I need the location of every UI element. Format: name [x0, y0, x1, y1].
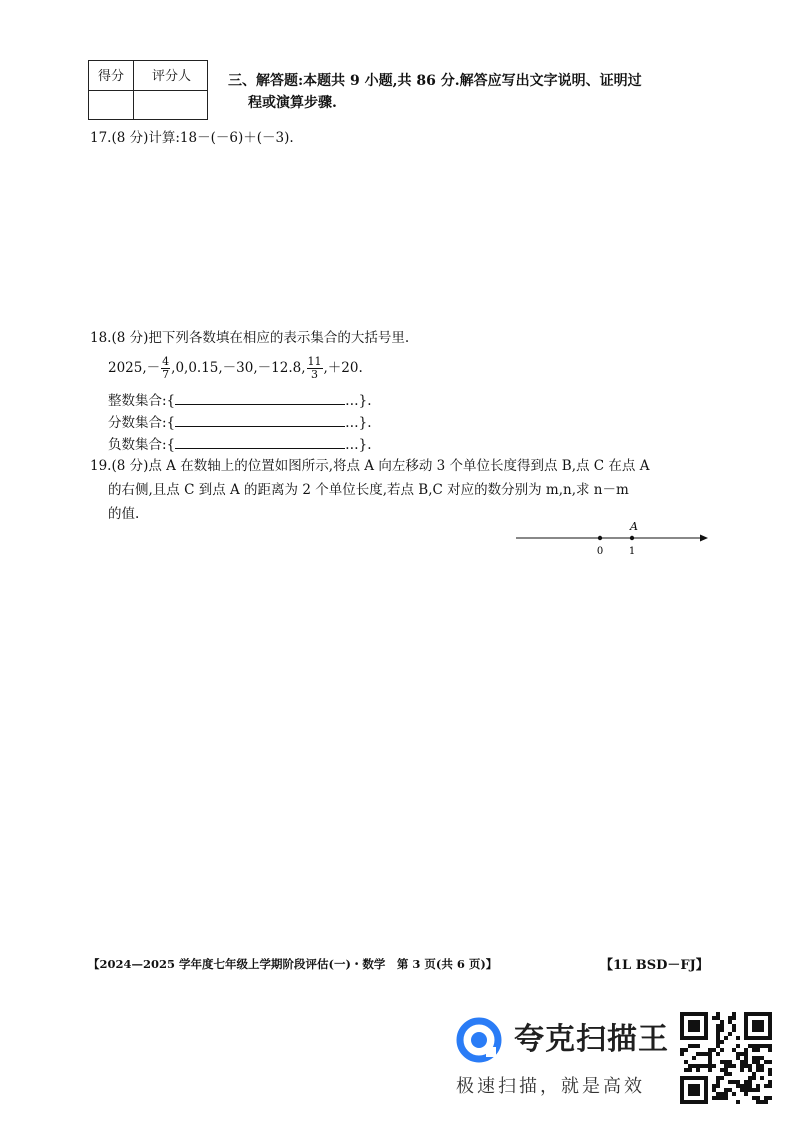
tick-label-one: 1: [628, 546, 636, 557]
number-line: [512, 516, 712, 560]
numbers-part: ,0,0.15,－30,－12.8,: [171, 360, 306, 376]
fraction: $\frac{4}{7}$: [162, 355, 170, 381]
score-header: 得分: [97, 69, 124, 84]
answer-blank[interactable]: [175, 434, 345, 449]
page-footer: 【2024—2025 学年度七年级上学期阶段评估(一)・数学 第 3 页(共 6 页)】: [88, 957, 498, 971]
grader-header: 评分人: [151, 69, 191, 84]
watermark-title: 夸克扫描王: [514, 1022, 669, 1057]
section-heading-cont: 程或演算步骤.: [248, 95, 337, 111]
numbers-part: 2025,－: [108, 360, 161, 376]
table-divider: [89, 90, 207, 91]
tick-label-zero: 0: [596, 546, 604, 557]
watermark-subtitle: 极速扫描，就是高效: [456, 1076, 645, 1097]
fraction: $\frac{11}{3}$: [307, 355, 322, 381]
negative-set: 负数集合:{ …}.: [108, 434, 372, 455]
question-19-line2: 的右侧,且点 C 到点 A 的距离为 2 个单位长度,若点 B,C 对应的数分别为 m,n,求 n－m: [108, 482, 629, 498]
question-19-line1: 19.(8 分)点 A 在数轴上的位置如图所示,将点 A 向左移动 3 个单位长度得到点 B,点 C 在点 A: [90, 458, 650, 474]
numbers-part: ,＋20.: [323, 360, 363, 376]
fraction-set: 分数集合:{ …}.: [108, 412, 372, 433]
answer-blank[interactable]: [175, 412, 345, 427]
arrow-icon: [700, 535, 708, 542]
question-19-line3: 的值.: [108, 506, 140, 522]
point-a-dot: [630, 536, 634, 540]
paper-code: 【1L BSD－FJ】: [600, 958, 709, 973]
question-17: 17.(8 分)计算:18－(－6)＋(－3).: [90, 130, 294, 146]
integer-set: 整数集合:{ …}.: [108, 390, 372, 411]
question-18-stem: 18.(8 分)把下列各数填在相应的表示集合的大括号里.: [90, 330, 410, 346]
answer-blank[interactable]: [175, 390, 345, 405]
score-table: [88, 60, 208, 120]
qr-code-icon: [680, 1012, 772, 1104]
scanner-logo-icon: [456, 1017, 502, 1063]
origin-dot: [598, 536, 602, 540]
question-18-numbers: [108, 354, 363, 382]
point-a-label: A: [630, 520, 638, 533]
section-heading: 三、解答题:本题共 9 小题,共 86 分.解答应写出文字说明、证明过: [228, 73, 642, 89]
